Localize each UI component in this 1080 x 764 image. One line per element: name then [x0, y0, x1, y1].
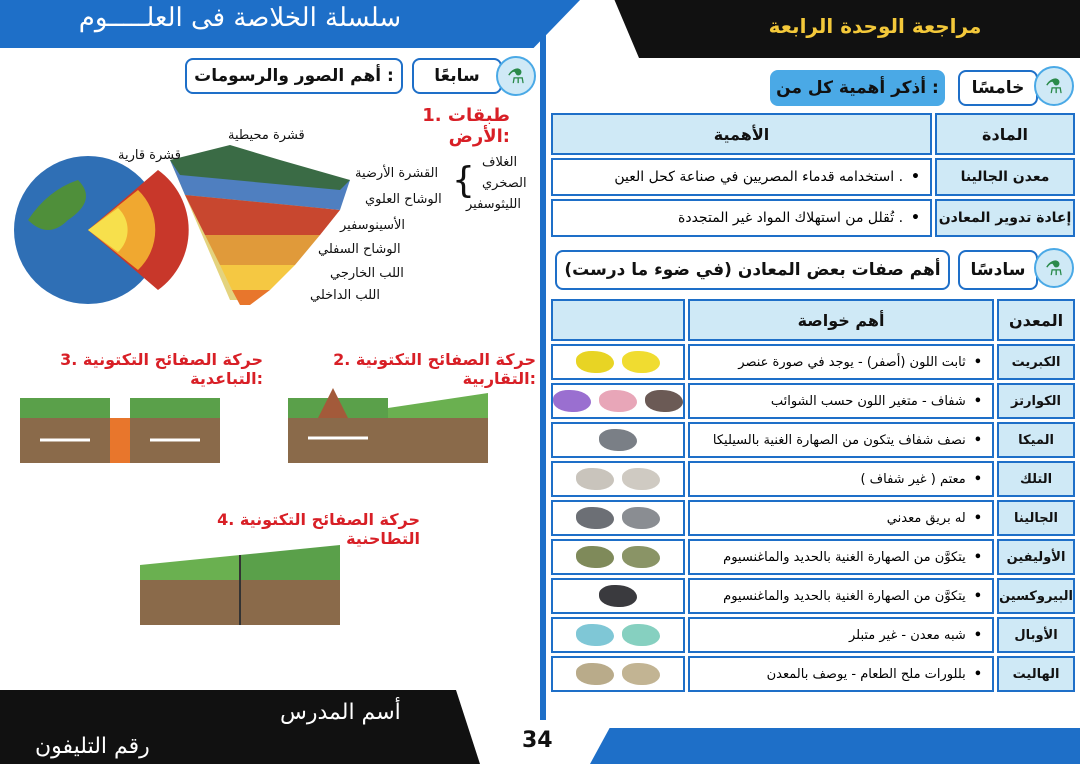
lab-flask-icon-2: ⚗: [1034, 66, 1074, 106]
table-row: [551, 422, 1075, 458]
mineral-image: [551, 617, 685, 653]
mineral-name: الكوارتز: [997, 383, 1075, 419]
mineral-name: الأوليفين: [997, 539, 1075, 575]
mineral-sample: [576, 663, 614, 685]
mineral-image: [551, 344, 685, 380]
figure4-title: 4. حركة الصفائح التكتونية التطاحنية: [217, 510, 420, 548]
mineral-name: الأوبال: [997, 617, 1075, 653]
mineral-property: له بريق معدني: [886, 510, 966, 526]
label-inner-core: اللب الداخلي: [310, 288, 380, 303]
mineral-sample: [622, 507, 660, 529]
footer-blue-strip: [590, 728, 1080, 764]
mineral-property: شفاف - متغير اللون حسب الشوائب: [770, 393, 966, 409]
mineral-property: شبه معدن - غير متبلر: [848, 627, 966, 643]
label-asthenosphere: الأسينوسفير: [340, 218, 406, 233]
table-row: [551, 539, 1075, 575]
mineral-header: المعدن: [997, 299, 1075, 341]
label-continental-crust: قشرة قارية: [118, 148, 181, 163]
section7-label: سابعًا: [412, 58, 502, 94]
table-row: [551, 500, 1075, 536]
inner-core-layer: [232, 290, 270, 305]
brace-symbol: {: [452, 160, 475, 201]
lower-mantle-layer: [205, 235, 320, 265]
mineral-image: [551, 578, 685, 614]
phone-label: رقم التليفون: [35, 734, 150, 759]
bullet: •: [973, 588, 983, 604]
label-earth-crust: القشرة الأرضية: [355, 166, 439, 181]
label-lithosphere-3: الليثوسفير: [466, 197, 522, 212]
importance-text: تُقلل من استهلاك المواد غير المتجددة .: [678, 210, 904, 226]
section5-label: خامسًا: [958, 70, 1038, 106]
mineral-sample: [599, 429, 637, 451]
mineral-name: الجالينا: [997, 500, 1075, 536]
table-row: [551, 656, 1075, 692]
mineral-sample: [576, 351, 614, 373]
mineral-property: نصف شفاف يتكون من الصهارة الغنية بالسيليكا: [712, 432, 966, 448]
mineral-image: [551, 461, 685, 497]
mineral-image: [551, 656, 685, 692]
mineral-image: [551, 422, 685, 458]
bullet: •: [973, 393, 983, 409]
bullet: •: [973, 549, 983, 565]
minerals-table: [548, 296, 1078, 695]
bullet: •: [973, 471, 983, 487]
subject-header: المادة: [935, 113, 1075, 155]
mineral-property: يتكوَّن من الصهارة الغنية بالحديد والماغنسيوم: [723, 549, 966, 565]
transform-plates-diagram: [140, 540, 340, 630]
table-row: [551, 383, 1075, 419]
figure3-title: 3. حركة الصفائح التكتونية التباعدية:: [60, 350, 263, 388]
mineral-sample: [622, 624, 660, 646]
mineral-name: الميكا: [997, 422, 1075, 458]
mineral-property: يتكوَّن من الصهارة الغنية بالحديد والماغنسيوم: [723, 588, 966, 604]
mineral-name: الكبريت: [997, 344, 1075, 380]
mineral-sample: [622, 351, 660, 373]
label-lower-mantle: الوشاح السفلي: [318, 242, 401, 257]
convergent-plates-diagram: [288, 378, 488, 468]
mineral-sample: [576, 468, 614, 490]
mineral-name: الهاليت: [997, 656, 1075, 692]
section6-label: سادسًا: [958, 250, 1038, 290]
bullet: •: [973, 627, 983, 643]
section7-title: أهم الصور والرسومات :: [185, 58, 403, 94]
importance-table: [548, 110, 1078, 240]
mineral-property: بللورات ملح الطعام - يوصف بالمعدن: [766, 666, 966, 682]
mineral-image: [551, 500, 685, 536]
label-oceanic-crust: قشرة محيطية: [228, 128, 305, 143]
table-row: [551, 617, 1075, 653]
bullet: •: [973, 432, 983, 448]
mineral-sample: [576, 624, 614, 646]
mineral-property: معتم ( غير شفاف ): [860, 471, 966, 487]
label-outer-core: اللب الخارجي: [330, 266, 404, 281]
teacher-name: أسم المدرس: [280, 700, 401, 725]
center-divider: [540, 0, 546, 720]
images-header: [551, 299, 685, 341]
mineral-name: البيروكسين: [997, 578, 1075, 614]
table-row: استخدامه قدماء المصريين في صناعة كحل العين . • معدن الجالينا: [551, 158, 1075, 196]
divergent-plates-diagram: [20, 378, 220, 468]
mineral-image: [551, 383, 685, 419]
mineral-sample: [576, 546, 614, 568]
table-row: تُقلل من استهلاك المواد غير المتجددة . • إعادة تدوير المعادن: [551, 199, 1075, 237]
magma-gap: [110, 418, 130, 463]
figure1-title: 1. طبقات الأرض:: [422, 105, 510, 147]
mineral-sample: [622, 468, 660, 490]
mineral-name: التلك: [997, 461, 1075, 497]
outer-core-layer: [220, 265, 295, 290]
property-header: أهم خواصة: [688, 299, 994, 341]
section6-title: أهم صفات بعض المعادن (في ضوء ما درست): [555, 250, 950, 290]
label-lithosphere-2: الصخري: [482, 176, 527, 191]
mineral-sample: [622, 546, 660, 568]
importance-text: استخدامه قدماء المصريين في صناعة كحل العين .: [614, 169, 904, 185]
mineral-sample: [599, 585, 637, 607]
bullet: •: [973, 666, 983, 682]
series-title: سلسلة الخلاصة فى العلـــــوم: [78, 3, 402, 33]
table-row: [551, 461, 1075, 497]
figure2-title: 2. حركة الصفائح التكتونية التقاربية:: [333, 350, 536, 388]
section5-title: أذكر أهمية كل من :: [770, 70, 945, 106]
mineral-sample: [553, 390, 591, 412]
bullet: •: [973, 354, 983, 370]
lab-flask-icon: ⚗: [496, 56, 536, 96]
page-number: 34: [522, 728, 553, 753]
importance-header: الأهمية: [551, 113, 932, 155]
label-lithosphere-1: الغلاف: [482, 155, 518, 170]
mineral-property: ثابت اللون (أصفر) - يوجد في صورة عنصر: [738, 354, 966, 370]
mineral-sample: [645, 390, 683, 412]
subject-name: إعادة تدوير المعادن: [935, 199, 1075, 237]
subject-name: معدن الجالينا: [935, 158, 1075, 196]
mineral-image: [551, 539, 685, 575]
table-row: [551, 344, 1075, 380]
mineral-sample: [622, 663, 660, 685]
bullet: •: [973, 510, 983, 526]
mineral-sample: [599, 390, 637, 412]
table-row: [551, 578, 1075, 614]
mineral-sample: [576, 507, 614, 529]
lab-flask-icon-3: ⚗: [1034, 248, 1074, 288]
unit-review-title: مراجعة الوحدة الرابعة: [768, 14, 982, 38]
label-upper-mantle: الوشاح العلوي: [365, 192, 442, 207]
